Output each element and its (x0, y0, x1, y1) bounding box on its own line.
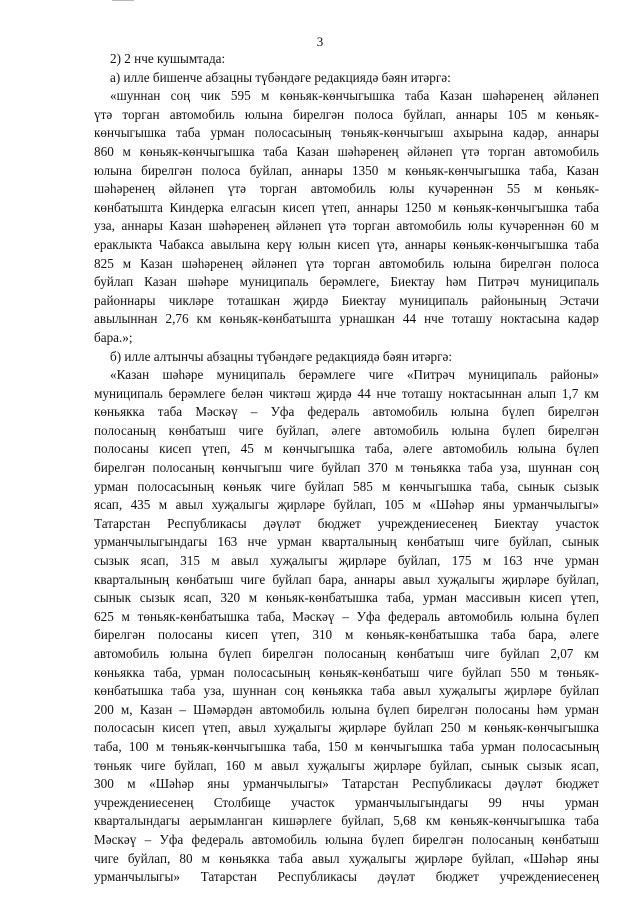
text-line: 625 м төньяк-көнбатышка таба, Мәскәү – Уфа федераль автомобиль юлына бүлеп (94, 608, 599, 624)
text-line: сызык ясап, 315 м авыл хуҗалыгы җирләре буйлап, 175 м 163 нче урман (94, 553, 599, 569)
scan-artifact-mark (112, 0, 134, 3)
text-line: көнчыгышка таба урман полосасының төньяк-көнчыгыш ахырына кадәр, аннары (94, 125, 599, 141)
text-line: юлына бирелгән полоса буйлап, аннары 1350 м көньяк-көнчыгышка таба, Казан (94, 162, 599, 178)
text-line: Мәскәү – Уфа федераль автомобиль юлына бүлеп бирелгән полосаның көнбатыш (94, 831, 599, 847)
text-line: шәһәренең әйләнеп үтә торган автомобиль юлы кучәреннән 55 м көньяк- (94, 181, 599, 197)
text-line: «Казан шәһәре муниципаль берәмлеге чиге «Питрәч муниципаль районы» (110, 367, 599, 383)
text-line: сынык сызык ясап, 320 м көньяк-көнбатышка таба, урман массивын кисеп үтеп, (94, 590, 599, 606)
text-line: уза, аннары Казан шәһәренең әйләнеп үтә торган автомобиль юлы кучәреннән 60 м (94, 218, 599, 234)
text-line: ясап, 435 м авыл хуҗалыгы җирләре буйлап, 105 м «Шәһәр яны урманчылыгы» (94, 497, 599, 513)
text-line: урман полосасының көньяк чиге буйлап 585 м көнчыгышка таба, сынык сызык (94, 478, 599, 494)
text-line: 860 м көньяк-көнчыгышка таба Казан шәһәренең әйләнеп үтә торган автомобиль (94, 143, 599, 159)
text-line: көньякка таба, урман полосасының көньяк-көнбатыш чиге буйлап 550 м төньяк- (94, 664, 599, 680)
document-body (94, 50, 599, 887)
text-line: урманчылыгындагы 163 нче урман кварталының көнбатыш чиге буйлап, сынык (94, 534, 599, 550)
text-line: көнбатышта Киндерка елгасын кисеп үтеп, аннары 1250 м көньяк-көнчыгышка таба (94, 199, 599, 215)
text-line: Татарстан Республикасы дәүләт бюджет учреждениесенең Биектау участок (94, 515, 599, 531)
page-number: 3 (316, 34, 324, 49)
text-line: таба, 100 м төньяк-көнчыгышка таба, 150 м көнчыгышка таба урман полосасының (94, 738, 599, 754)
text-line: урманчылыгы» Татарстан Республикасы дәүләт бюджет учреждениесенең (94, 869, 599, 885)
text-line: 825 м Казан шәһәренең әйләнеп үтә торган автомобиль юлына бирелгән полоса (94, 255, 599, 271)
text-line: ераклыкта Чабакса авылына керү юлын кисеп үтә, аннары көньяк-көнчыгышка таба (94, 236, 599, 252)
text-line: полосаны кисеп үтеп, 45 м көнчыгышка таба, әлеге автомобиль юлына бүлеп (94, 441, 599, 457)
text-line: 2) 2 нче кушымтада: (110, 51, 226, 66)
text-line: көньякка таба Мәскәү – Уфа федераль автомобиль юлына бүлеп бирелгән (94, 404, 599, 420)
text-line: 200 м, Казан – Шәмәрдән автомобиль юлына бүлеп бирелгән полосаны һәм урман (94, 701, 599, 717)
text-line: «шуннан соң чик 595 м көньяк-көнчыгышка таба Казан шәһәренең әйләнеп (110, 88, 599, 104)
text-line: муниципаль берәмлеге белән чиктәш җирдә 44 нче тоташу ноктасыннан алып 1,7 км (94, 385, 599, 401)
text-line: учреждениесенең Столбище участок урманчылыгындагы 99 нчы урман (94, 794, 599, 810)
text-line: үтә торган автомобиль юлына бирелгән полоса буйлап, аннары 105 м көньяк- (94, 106, 599, 122)
text-line: көнбатышка таба уза, шуннан соң көньякка таба авыл хуҗалыгы җирләре буйлап (94, 683, 599, 699)
text-line: кварталындагы аерымланган кишәрлеге буйлап, 5,68 км көньяк-көнчыгышка таба (94, 813, 599, 829)
text-line: полосаның көнбатыш чиге буйлап, әлеге автомобиль юлына бүлеп бирелгән (94, 422, 599, 438)
text-line: районнары чикләре тоташкан җирдә Биектау муниципаль районының Эстачи (94, 292, 599, 308)
text-line: бирелгән полосаның көнчыгыш чиге буйлап 370 м төньякка таба уза, шуннан соң (94, 460, 599, 476)
text-line: б) илле алтынчы абзацны түбәндәге редакциядә бәян итәргә: (110, 348, 453, 364)
text-line: бирелгән полосаны кисеп үтеп, 310 м көньяк-көнбатышка таба бара, әлеге (94, 627, 599, 643)
text-line: авылыннан 2,76 км көньяк-көнбатышта урнашкан 44 нче тоташу ноктасына кадәр (94, 311, 599, 327)
text-line: кварталының көнбатыш чиге буйлап бара, аннары авыл хуҗалыгы җирләре буйлап, (94, 571, 599, 587)
text-line: буйлап Казан шәһәре муниципаль берәмлеге, Биектау һәм Питрәч муниципаль (94, 274, 599, 290)
text-line: чиге буйлап, 80 м көньякка таба авыл хуҗалыгы җирләре буйлап, «Шәһәр яны (94, 850, 599, 866)
text-line: а) илле бишенче абзацны түбәндәге редакциядә бәян итәргә: (110, 69, 451, 85)
text-line: 300 м «Шәһәр яны урманчылыгы» Татарстан Республикасы дәүләт бюджет (94, 776, 599, 792)
text-line: автомобиль юлына бүлеп бирелгән полосаның көнбатыш чиге буйлап 2,07 км (94, 646, 599, 661)
text-line: бара.»; (94, 329, 133, 345)
text-line: полосасын кисеп үтеп, авыл хуҗалыгы җирләре буйлап 250 м көньяк-көнчыгышка (94, 720, 599, 736)
text-line: төньяк чиге буйлап, 160 м авыл хуҗалыгы җирләре буйлап, сынык сызык ясап, (94, 757, 599, 773)
